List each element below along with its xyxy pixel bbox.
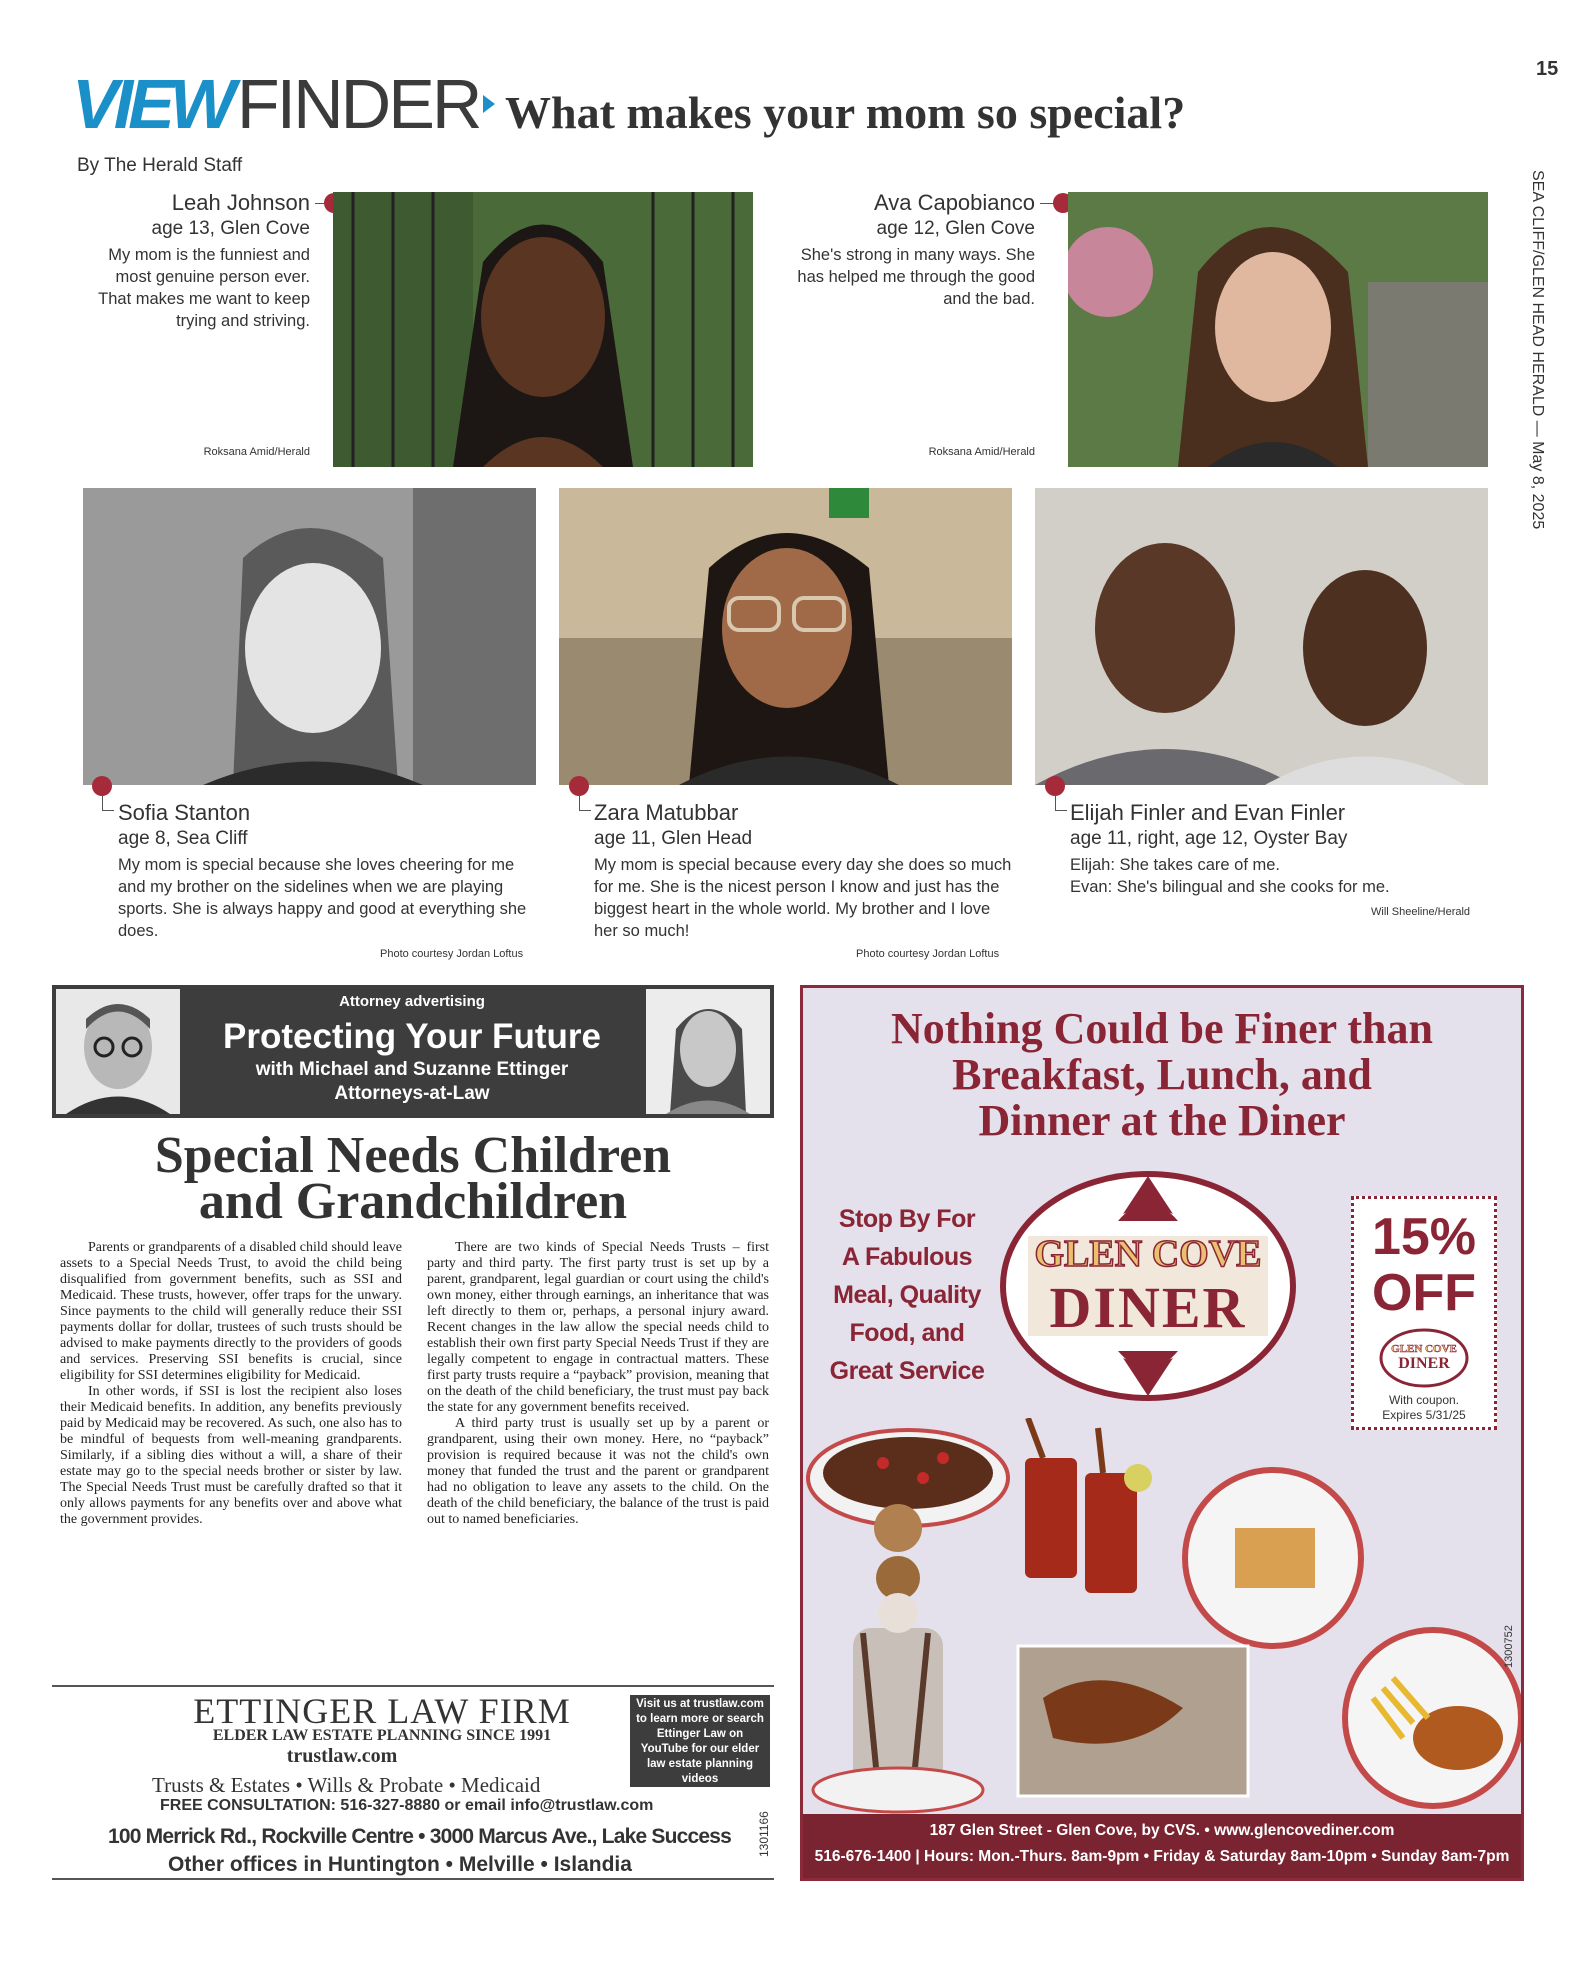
leader-line xyxy=(1055,810,1067,811)
ad-tag: Attorney advertising xyxy=(339,993,485,1010)
photo-credit: Roksana Amid/Herald xyxy=(203,446,310,458)
diner-headline-line: Breakfast, Lunch, and xyxy=(952,1050,1372,1099)
ad-column-1 xyxy=(60,1240,402,1528)
ad-code: 1301166 xyxy=(757,1811,771,1857)
leader-line xyxy=(1055,796,1056,810)
diner-hours: 516-676-1400 | Hours: Mon.-Thurs. 8am-9pm • Friday & Saturday 8am-10pm • Sunday 8am-7pm xyxy=(814,1848,1510,1865)
diner-pitch xyxy=(823,1200,991,1390)
portrait-image xyxy=(1068,192,1488,467)
portrait-image xyxy=(333,192,753,467)
ad-code: 1300752 xyxy=(1503,1625,1515,1668)
photo-credit: Will Sheeline/Herald xyxy=(1371,906,1471,918)
profile-quote: My mom is special because every day she does so much for me. She is the nicest person I know and just has the biggest heart in the whole world. My brother and I love her so much! xyxy=(594,856,1012,940)
diner-headline-line: Dinner at the Diner xyxy=(978,1096,1346,1145)
ad-paragraph: In other words, if SSI is lost the recipient also loses their Medicaid benefits. In addition, any benefits previously paid by Medicaid may be recovered. As such, one also has to be mindful of bequests from well-meaning grandparents. Similarly, if a sibling dies without a will, a share of their estate may go to the special needs brother or sister by law. The Special Needs Trust must be carefully drafted so that it only allows payments for any benefits over and above what the government provides. xyxy=(60,1384,402,1527)
profile-meta: age 13, Glen Cove xyxy=(151,218,310,239)
food-photos xyxy=(803,1418,1521,1818)
ad-banner xyxy=(52,985,774,1118)
coupon-logo xyxy=(1378,1327,1470,1389)
byline: By The Herald Staff xyxy=(77,155,243,176)
discount-value: 15% xyxy=(1371,1208,1477,1266)
visit-box: Visit us at trustlaw.com to learn more or search Ettinger Law on YouTube for our elder law estate planning videos xyxy=(630,1695,770,1787)
portrait-image xyxy=(559,488,1012,785)
firm-tagline: ELDER LAW ESTATE PLANNING SINCE 1991 xyxy=(212,1727,552,1744)
profile-name: Ava Capobianco xyxy=(873,190,1035,215)
side-label: SEA CLIFF/GLEN HEAD HERALD — May 8, 2025 xyxy=(1529,170,1546,530)
profile-quote: Evan: She's bilingual and she cooks for me. xyxy=(1070,878,1390,896)
divider xyxy=(52,1685,774,1687)
ad-title xyxy=(52,1127,774,1230)
marker-dot-icon xyxy=(1045,776,1065,796)
coupon[interactable] xyxy=(1351,1196,1497,1430)
diner-pitch-line: A Fabulous xyxy=(841,1243,973,1271)
photo-finlers xyxy=(1035,488,1488,785)
banner-title: Protecting Your Future xyxy=(223,1017,601,1056)
profile-meta: age 8, Sea Cliff xyxy=(118,828,248,849)
divider xyxy=(52,1878,774,1880)
diner-pitch-line: Great Service xyxy=(829,1357,985,1385)
consultation: FREE CONSULTATION: 516-327-8880 or email info@trustlaw.com xyxy=(160,1797,654,1814)
firm-name: ETTINGER LAW FIRM xyxy=(193,1691,571,1731)
photo-sofia xyxy=(83,488,536,785)
profile-name: Leah Johnson xyxy=(171,190,310,215)
diner-pitch-line: Stop By For xyxy=(838,1205,976,1233)
portrait-image xyxy=(83,488,536,785)
profile-meta: age 11, right, age 12, Oyster Bay xyxy=(1070,828,1348,849)
coupon-expiry: Expires 5/31/25 xyxy=(1382,1408,1466,1422)
attorney-photo-michael xyxy=(56,989,180,1114)
other-offices: Other offices in Huntington • Melville • Islandia xyxy=(168,1853,632,1876)
profile-sofia xyxy=(118,800,538,942)
leader-line xyxy=(102,810,114,811)
diner-pitch-line: Food, and xyxy=(849,1319,965,1347)
diner-ad xyxy=(800,985,1524,1881)
logo-arrow-icon xyxy=(483,95,495,113)
firm-url[interactable]: trustlaw.com xyxy=(286,1745,398,1767)
profile-quote: My mom is special because she loves cheering for me and my brother on the sidelines when we are playing sports. She is always happy and good at everything she does. xyxy=(118,856,527,940)
logo-finder-text: FINDER xyxy=(236,65,480,143)
diner-pitch-line: Meal, Quality xyxy=(833,1281,981,1309)
logo-view-text: VIEW xyxy=(72,65,231,143)
logo-text-bottom: DINER xyxy=(1049,1275,1247,1340)
profile-ava xyxy=(780,190,1035,465)
leader-line xyxy=(579,796,580,810)
mini-logo-top: GLEN COVE xyxy=(1391,1343,1457,1355)
profile-zara xyxy=(594,800,1014,942)
mini-logo-bottom: DINER xyxy=(1398,1355,1450,1372)
photo-zara xyxy=(559,488,1012,785)
ad-title-line: Special Needs Children xyxy=(154,1127,672,1184)
leader-line xyxy=(102,796,103,810)
profile-name: Zara Matubbar xyxy=(594,800,739,825)
diner-address: 187 Glen Street - Glen Cove, by CVS. • www.glencovediner.com xyxy=(929,1822,1395,1839)
logo-text-top: GLEN COVE xyxy=(1034,1233,1262,1275)
firm-services: Trusts & Estates • Wills & Probate • Medicaid xyxy=(152,1773,541,1797)
profile-leah xyxy=(80,190,310,465)
photo-credit: Photo courtesy Jordan Loftus xyxy=(856,948,1000,960)
photo-ava xyxy=(1068,192,1488,467)
discount-word: OFF xyxy=(1372,1264,1476,1322)
attorney-photo-suzanne xyxy=(646,989,770,1114)
diner-footer xyxy=(803,1814,1521,1878)
banner-subtitle: Attorneys-at-Law xyxy=(334,1083,490,1104)
ad-title-line: and Grandchildren xyxy=(198,1173,628,1230)
photo-credit: Photo courtesy Jordan Loftus xyxy=(380,948,524,960)
ad-column-2 xyxy=(427,1240,769,1528)
leader-line xyxy=(579,810,591,811)
profile-quote: Elijah: She takes care of me. xyxy=(1070,856,1281,874)
profile-quote: She's strong in many ways. She has helped me through the good and the bad. xyxy=(797,246,1035,308)
profile-meta: age 11, Glen Head xyxy=(594,828,753,849)
ettinger-ad xyxy=(52,985,774,1880)
address-line: 100 Merrick Rd., Rockville Centre • 3000 Marcus Ave., Lake Success xyxy=(108,1825,732,1848)
ad-paragraph: There are two kinds of Special Needs Trusts – first party and third party. The first party trust is set up by a parent, grandparent, legal guardian or court using the child's own money, either through earnings, an inheritance that was left directly to them or, perhaps, a personal injury award. Recent changes in the law allow the special needs child to establish their own first party Special Needs Trust if they are legally competent to engage in contractual matters. These first party trusts require a “payback” provision, meaning that on the death of the child beneficiary, the trust must pay back the state for any government benefits received. xyxy=(427,1240,769,1415)
profile-meta: age 12, Glen Cove xyxy=(876,218,1035,239)
photo-credit: Roksana Amid/Herald xyxy=(928,446,1035,458)
diner-headline-line: Nothing Could be Finer than xyxy=(891,1004,1433,1053)
marker-dot-icon xyxy=(92,776,112,796)
diner-logo xyxy=(998,1166,1298,1406)
page-number: 15 xyxy=(1536,58,1559,80)
diner-headline xyxy=(803,1006,1521,1144)
page-headline: What makes your mom so special? xyxy=(505,87,1186,138)
profile-name: Sofia Stanton xyxy=(118,800,251,825)
coupon-note: With coupon. xyxy=(1388,1393,1460,1407)
portrait-image xyxy=(1035,488,1488,785)
profile-quote: My mom is the funniest and most genuine person ever. That makes me want to keep trying and striving. xyxy=(98,246,310,330)
profile-finlers xyxy=(1070,800,1490,898)
viewfinder-logo xyxy=(72,66,495,142)
marker-dot-icon xyxy=(569,776,589,796)
banner-subtitle: with Michael and Suzanne Ettinger xyxy=(255,1059,569,1080)
profile-name: Elijah Finler and Evan Finler xyxy=(1070,800,1346,825)
ad-paragraph: A third party trust is usually set up by a parent or grandparent, using their own money. Here, no “payback” provision is required because it was not the child's own money that funded the trust and the parent or grandparent had no obligation to leave any assets to the child. On the death of the child beneficiary, the balance of the trust is paid out to named beneficiaries. xyxy=(427,1416,769,1527)
ad-paragraph: Parents or grandparents of a disabled child should leave assets to a Special Needs Trust, to avoid the child being disqualified from government benefits, such as SSI and Medicaid. These trusts, however, offer traps for the unwary. Since payments to the child will generally reduce their SSI payments dollar for dollar, trustees of such trusts should be advised to make payments directly to the providers of goods and services. Preserving SSI benefits is crucial, since eligibility for SSI determines eligibility for Medicaid. xyxy=(60,1240,402,1383)
photo-leah xyxy=(333,192,753,467)
